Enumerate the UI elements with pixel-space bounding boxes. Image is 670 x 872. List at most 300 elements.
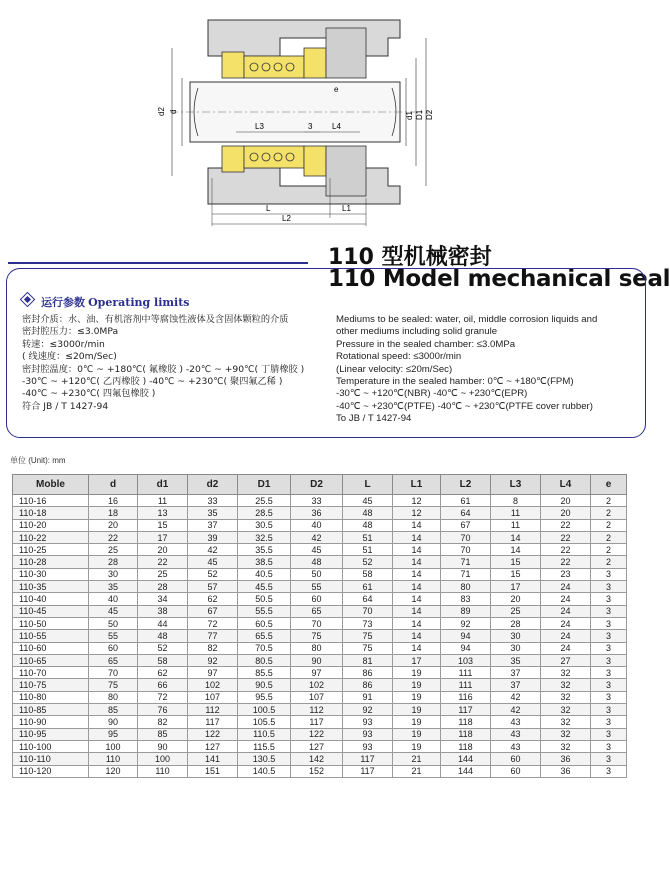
table-cell: 17 [138,531,188,543]
table-cell: 61 [441,495,491,507]
table-cell: 75 [291,630,343,642]
table-cell: 32 [541,728,591,740]
table-cell: 11 [138,495,188,507]
table-cell: 110-95 [13,728,89,740]
table-cell: 90 [291,654,343,666]
table-cell: 58 [138,654,188,666]
seal-cross-section-drawing [150,8,450,230]
table-cell: 3 [591,753,627,765]
en-line: Mediums to be sealed: water, oil, middle corrosion liquids and [336,314,598,325]
table-cell: 14 [393,568,441,580]
table-cell: 22 [541,519,591,531]
column-header: L2 [441,475,491,495]
table-cell: 50 [291,568,343,580]
column-header: L1 [393,475,441,495]
table-cell: 92 [188,654,238,666]
table-cell: 51 [343,544,393,556]
table-cell: 110-80 [13,691,89,703]
table-cell: 75 [343,630,393,642]
table-cell: 80 [441,581,491,593]
table-cell: 22 [541,556,591,568]
table-cell: 111 [441,667,491,679]
table-cell: 77 [188,630,238,642]
table-cell: 11 [491,519,541,531]
table-cell: 85.5 [238,667,291,679]
table-cell: 3 [591,704,627,716]
table-cell: 116 [441,691,491,703]
table-cell: 48 [138,630,188,642]
table-cell: 2 [591,556,627,568]
table-cell: 55.5 [238,605,291,617]
table-cell: 2 [591,531,627,543]
table-cell: 82 [188,642,238,654]
table-cell: 94 [441,642,491,654]
table-cell: 35 [89,581,138,593]
table-cell: 110-55 [13,630,89,642]
table-cell: 71 [441,568,491,580]
table-cell: 37 [188,519,238,531]
table-cell: 28 [491,617,541,629]
table-cell: 3 [591,568,627,580]
zh-line: -40℃ ~ +230℃( 四氟包橡胶 ) [22,388,156,400]
table-cell: 16 [89,495,138,507]
title-rule [8,262,308,264]
table-cell: 25.5 [238,495,291,507]
en-line: -40℃ ~ +230℃(PTFE) -40℃ ~ +230℃(PTFE cover rubber) [336,400,593,412]
table-header-row [13,475,627,495]
table-cell: 83 [441,593,491,605]
table-cell: 20 [491,593,541,605]
table-cell: 141 [188,753,238,765]
table-cell: 13 [138,507,188,519]
table-cell: 45 [89,605,138,617]
heading-en: Operating limits [88,296,190,309]
table-cell: 65 [291,605,343,617]
table-cell: 48 [291,556,343,568]
table-cell: 32 [541,691,591,703]
table-cell: 93 [343,716,393,728]
table-cell: 102 [188,679,238,691]
table-cell: 17 [393,654,441,666]
table-cell: 144 [441,765,491,777]
table-cell: 65.5 [238,630,291,642]
table-row [13,728,627,740]
table-cell: 11 [491,507,541,519]
column-header: L [343,475,393,495]
table-cell: 24 [541,581,591,593]
table-cell: 70 [343,605,393,617]
table-cell: 19 [393,716,441,728]
table-cell: 70 [89,667,138,679]
table-cell: 100 [89,740,138,752]
table-cell: 60 [291,593,343,605]
table-cell: 3 [591,642,627,654]
table-cell: 90.5 [238,679,291,691]
table-row [13,581,627,593]
operating-limits-zh [22,314,304,413]
table-cell: 42 [491,704,541,716]
table-row [13,716,627,728]
table-cell: 70.5 [238,642,291,654]
table-cell: 14 [393,605,441,617]
table-row [13,556,627,568]
table-cell: 51 [343,531,393,543]
table-cell: 50.5 [238,593,291,605]
table-cell: 117 [291,716,343,728]
table-cell: 43 [491,728,541,740]
table-cell: 3 [591,654,627,666]
table-row [13,654,627,666]
table-cell: 110-70 [13,667,89,679]
table-cell: 95 [89,728,138,740]
table-row [13,740,627,752]
table-cell: 20 [138,544,188,556]
table-cell: 52 [343,556,393,568]
table-cell: 86 [343,667,393,679]
table-cell: 70 [441,531,491,543]
table-cell: 61 [343,581,393,593]
table-cell: 2 [591,507,627,519]
table-cell: 36 [291,507,343,519]
table-cell: 14 [393,531,441,543]
table-cell: 93 [343,728,393,740]
table-cell: 25 [491,605,541,617]
table-cell: 89 [441,605,491,617]
table-cell: 110-110 [13,753,89,765]
table-cell: 100.5 [238,704,291,716]
table-cell: 48 [343,519,393,531]
table-cell: 91 [343,691,393,703]
table-cell: 37 [491,667,541,679]
spec-table [12,474,627,778]
table-cell: 32 [541,679,591,691]
table-cell: 19 [393,667,441,679]
table-cell: 75 [343,642,393,654]
table-cell: 23 [541,568,591,580]
table-cell: 32 [541,704,591,716]
en-line: other mediums including solid granule [336,326,498,338]
column-header: D1 [238,475,291,495]
table-cell: 19 [393,728,441,740]
table-cell: 35.5 [238,544,291,556]
table-cell: 34 [138,593,188,605]
table-cell: 60 [89,642,138,654]
table-cell: 14 [393,630,441,642]
table-cell: 117 [343,753,393,765]
table-cell: 97 [188,667,238,679]
table-cell: 140.5 [238,765,291,777]
table-cell: 50 [89,617,138,629]
table-cell: 40 [291,519,343,531]
table-cell: 60 [491,753,541,765]
table-row [13,704,627,716]
table-cell: 18 [89,507,138,519]
table-cell: 33 [291,495,343,507]
table-cell: 24 [541,642,591,654]
table-cell: 80 [89,691,138,703]
table-cell: 35 [188,507,238,519]
table-cell: 42 [491,691,541,703]
table-cell: 32 [541,667,591,679]
table-cell: 152 [291,765,343,777]
table-cell: 90 [138,740,188,752]
table-cell: 81 [343,654,393,666]
table-cell: 97 [291,667,343,679]
column-header: e [591,475,627,495]
table-cell: 43 [491,716,541,728]
diamond-bullet-icon [20,292,36,308]
table-cell: 12 [393,507,441,519]
table-cell: 24 [541,630,591,642]
table-cell: 117 [441,704,491,716]
table-cell: 3 [591,740,627,752]
table-cell: 110-16 [13,495,89,507]
table-cell: 110-35 [13,581,89,593]
table-row [13,507,627,519]
column-header: L4 [541,475,591,495]
column-header: d [89,475,138,495]
table-cell: 14 [491,544,541,556]
table-cell: 36 [541,765,591,777]
table-cell: 32 [541,740,591,752]
table-cell: 75 [89,679,138,691]
table-cell: 67 [188,605,238,617]
table-cell: 112 [291,704,343,716]
table-cell: 72 [138,691,188,703]
table-cell: 24 [541,617,591,629]
table-row [13,753,627,765]
table-cell: 3 [591,630,627,642]
table-cell: 90 [89,716,138,728]
table-cell: 102 [291,679,343,691]
table-cell: 40.5 [238,568,291,580]
table-cell: 67 [441,519,491,531]
zh-line: ( 线速度：≤20m/Sec) [22,351,117,363]
table-cell: 38 [138,605,188,617]
table-cell: 33 [188,495,238,507]
table-cell: 3 [591,691,627,703]
zh-line: -30℃ ~ +120℃( 乙丙橡胶 ) -40℃ ~ +230℃( 聚四氟乙稀 ) [22,376,283,388]
table-cell: 110.5 [238,728,291,740]
table-cell: 32 [541,716,591,728]
table-cell: 107 [188,691,238,703]
table-cell: 36 [541,753,591,765]
table-cell: 85 [89,704,138,716]
table-cell: 110-45 [13,605,89,617]
table-cell: 62 [138,667,188,679]
label-d2: d2 [157,107,166,116]
table-cell: 117 [343,765,393,777]
table-cell: 22 [541,531,591,543]
en-line: To JB / T 1427-94 [336,413,412,425]
table-cell: 32.5 [238,531,291,543]
table-row [13,691,627,703]
table-cell: 130.5 [238,753,291,765]
table-cell: 19 [393,704,441,716]
table-cell: 14 [393,581,441,593]
en-line: -30℃ ~ +120℃(NBR) -40℃ ~ +230℃(EPR) [336,388,528,400]
table-cell: 3 [591,593,627,605]
zh-line: 转速：≤3000r/min [22,338,105,350]
table-cell: 94 [441,630,491,642]
table-cell: 120 [89,765,138,777]
table-cell: 86 [343,679,393,691]
table-cell: 40 [89,593,138,605]
table-cell: 80.5 [238,654,291,666]
label-D1: D1 [415,109,424,120]
table-row [13,642,627,654]
table-row [13,568,627,580]
table-cell: 52 [138,642,188,654]
table-cell: 60 [491,765,541,777]
table-cell: 110-65 [13,654,89,666]
table-cell: 8 [491,495,541,507]
en-line: Temperature in the sealed hamber: 0℃ ~ +180℃(FPM) [336,376,574,388]
table-cell: 30 [89,568,138,580]
table-cell: 37 [491,679,541,691]
table-cell: 70 [441,544,491,556]
table-cell: 92 [343,704,393,716]
table-row [13,765,627,777]
table-cell: 2 [591,519,627,531]
table-row [13,519,627,531]
table-row [13,531,627,543]
table-cell: 100 [138,753,188,765]
table-cell: 103 [441,654,491,666]
table-cell: 65 [89,654,138,666]
label-L4: L4 [332,122,341,131]
label-D2: D2 [425,109,434,120]
table-cell: 14 [393,642,441,654]
table-cell: 42 [291,531,343,543]
label-3: 3 [308,122,313,131]
table-cell: 44 [138,617,188,629]
table-cell: 62 [188,593,238,605]
table-cell: 110-18 [13,507,89,519]
table-cell: 70 [291,617,343,629]
column-header: L3 [491,475,541,495]
table-cell: 110-22 [13,531,89,543]
table-cell: 2 [591,495,627,507]
table-cell: 25 [138,568,188,580]
label-d1: d1 [405,111,414,120]
table-cell: 118 [441,740,491,752]
table-cell: 110-20 [13,519,89,531]
label-L1: L1 [342,204,351,213]
table-cell: 110 [138,765,188,777]
table-cell: 82 [138,716,188,728]
en-line: Pressure in the sealed chamber: ≤3.0MPa [336,338,516,350]
table-cell: 110-40 [13,593,89,605]
table-cell: 95.5 [238,691,291,703]
table-cell: 72 [188,617,238,629]
table-cell: 55 [291,581,343,593]
table-cell: 118 [441,728,491,740]
table-row [13,593,627,605]
table-cell: 17 [491,581,541,593]
table-cell: 21 [393,765,441,777]
table-row [13,679,627,691]
table-cell: 110-28 [13,556,89,568]
table-cell: 20 [89,519,138,531]
table-cell: 110 [89,753,138,765]
operating-limits-en [336,314,597,426]
table-cell: 93 [343,740,393,752]
table-cell: 85 [138,728,188,740]
table-cell: 14 [393,593,441,605]
table-cell: 71 [441,556,491,568]
column-header: D2 [291,475,343,495]
table-cell: 15 [491,568,541,580]
label-L3: L3 [255,122,264,131]
table-cell: 43 [491,740,541,752]
table-cell: 66 [138,679,188,691]
table-cell: 117 [188,716,238,728]
table-cell: 28 [89,556,138,568]
table-cell: 110-100 [13,740,89,752]
table-cell: 24 [541,605,591,617]
table-cell: 58 [343,568,393,580]
unit-label: 单位 (Unit): mm [10,456,66,465]
label-e: e [334,85,339,94]
table-cell: 14 [393,519,441,531]
operating-limits-heading [22,294,190,310]
table-row [13,495,627,507]
table-cell: 3 [591,667,627,679]
table-cell: 60.5 [238,617,291,629]
table-cell: 24 [541,593,591,605]
table-cell: 20 [541,495,591,507]
table-cell: 110-90 [13,716,89,728]
table-cell: 22 [138,556,188,568]
table-cell: 30 [491,642,541,654]
table-cell: 35 [491,654,541,666]
table-cell: 42 [188,544,238,556]
table-cell: 110-120 [13,765,89,777]
table-cell: 3 [591,617,627,629]
table-cell: 14 [491,531,541,543]
table-cell: 127 [291,740,343,752]
table-row [13,605,627,617]
column-header: d2 [188,475,238,495]
table-cell: 45.5 [238,581,291,593]
table-cell: 3 [591,605,627,617]
table-cell: 39 [188,531,238,543]
zh-line: 符合 JB / T 1427-94 [22,400,109,412]
table-cell: 28.5 [238,507,291,519]
en-line: Rotational speed: ≤3000r/min [336,351,462,363]
table-row [13,544,627,556]
table-cell: 19 [393,740,441,752]
column-header: Moble [13,475,89,495]
table-cell: 110-25 [13,544,89,556]
table-cell: 55 [89,630,138,642]
table-cell: 64 [441,507,491,519]
table-cell: 12 [393,495,441,507]
table-cell: 48 [343,507,393,519]
zh-line: 密封腔压力：≤3.0MPa [22,326,119,338]
table-cell: 38.5 [238,556,291,568]
zh-line: 密封介质：水、油、有机溶剂中等腐蚀性液体及含固体颗粒的介质 [22,314,289,325]
table-cell: 19 [393,691,441,703]
table-body [13,495,627,778]
label-L: L [266,204,271,213]
table-cell: 107 [291,691,343,703]
table-cell: 151 [188,765,238,777]
table-cell: 3 [591,716,627,728]
table-cell: 15 [491,556,541,568]
table-cell: 105.5 [238,716,291,728]
